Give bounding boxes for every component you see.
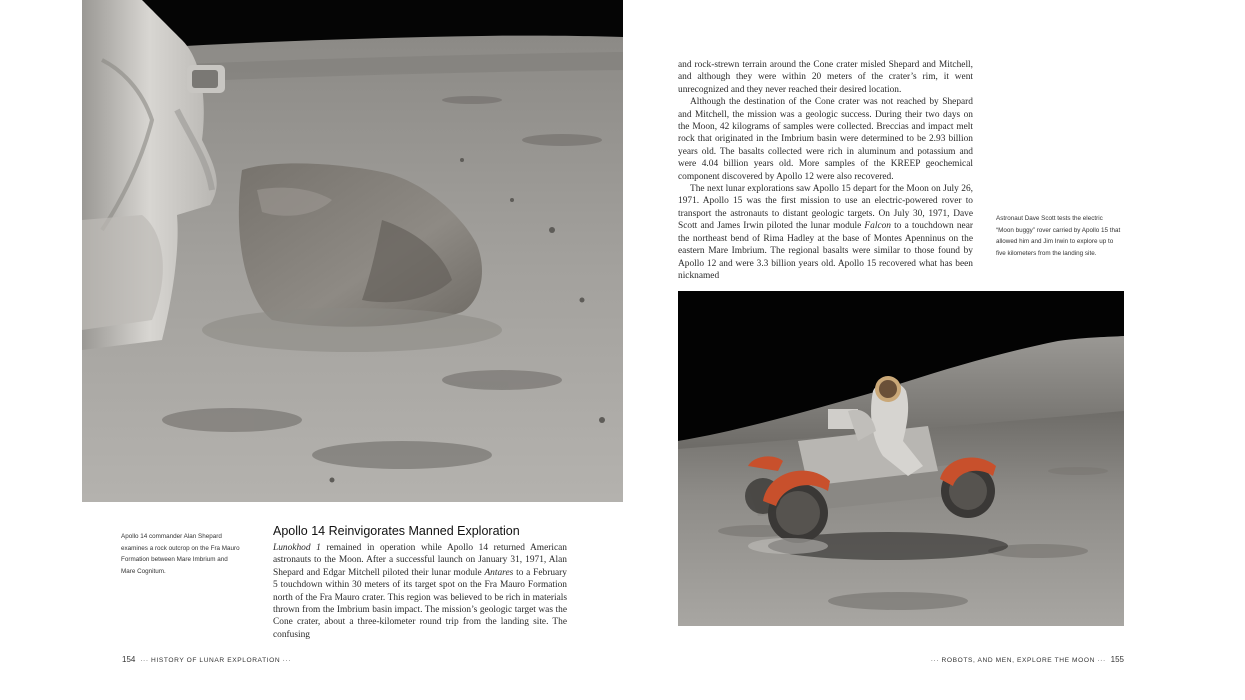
- folio-right: [931, 655, 1124, 664]
- body-text-left: [273, 542, 567, 641]
- running-head: ··· HISTORY OF LUNAR EXPLORATION ···: [140, 657, 292, 664]
- caption-apollo14: Apollo 14 commander Alan Shepard examines a rock outcrop on the Fra Mauro Formation between Mare Imbrium and Mare Cognitum.: [121, 533, 240, 575]
- antares-name: Antares: [484, 567, 514, 578]
- page-number: 155: [1110, 655, 1124, 664]
- folio-left: [122, 655, 291, 664]
- paragraph: Although the destination of the Cone crater was not reached by Shepard and Mitchell, the mission was a geologic success. During their two days on the Moon, 42 kilograms of samples were collected. Breccias and impact melt rock that originated in the Imbrium basin were determined to be 2.93 billion years old. The basalts collected were rich in aluminum and potassium and were 4.04 billion years old. More samples of the KREEP geochemical component discovered by Apollo 12 were also recovered.: [678, 97, 973, 182]
- page-number: 154: [122, 655, 136, 664]
- falcon-name: Falcon: [864, 221, 891, 232]
- lunokhod-name: Lunokhod 1: [273, 543, 321, 553]
- paragraph: The next lunar explorations saw Apollo 15 depart for the Moon on July 26, 1971. Apollo 15 was the first mission to use an electric-powered rover to transport the astronauts to distant geologic targets. On July 30, 1971, Dave Scott and James Irwin piloted the lunar module Falcon to a touchdown near the northeast bend of Rima Hadley at the base of Montes Apenninus on the eastern Mare Imbrium. The regional basalts were similar to those found by Apollo 12 and were 3.3 billion years old. Apollo 15 recovered what has been nicknamed: [678, 184, 973, 281]
- photo-apollo15-rover: [678, 291, 1124, 626]
- photo-apollo14-shepard: [82, 0, 623, 502]
- caption-apollo15: Astronaut Dave Scott tests the electric “Moon buggy” rover carried by Apollo 15 that allowed him and Jim Irwin to explore up to five kilometers from the landing site.: [996, 215, 1121, 257]
- paragraph: and rock-strewn terrain around the Cone crater misled Shepard and Mitchell, and although they were within 20 meters of the crater’s rim, it went unrecognized and they never reached their desired location.: [678, 60, 973, 95]
- paragraph: Lunokhod 1 remained in operation while Apollo 14 returned American astronauts to the Moon. After a successful launch on January 31, 1971, Alan Shepard and Edgar Mitchell piloted their lunar module Antares to a February 5 touchdown within 30 meters of its target spot on the Fra Mauro Formation north of the Fra Mauro crater. This region was believed to be rich in materials thrown from the Imbrium basin impact. The mission’s geologic target was the Cone crater, about a three-kilometer round trip from the landing site. The confusing: [273, 543, 567, 640]
- body-text-right: [678, 59, 973, 282]
- running-head: ··· ROBOTS, AND MEN, EXPLORE THE MOON ···: [930, 657, 1106, 664]
- section-heading: Apollo 14 Reinvigorates Manned Exploration: [273, 524, 520, 538]
